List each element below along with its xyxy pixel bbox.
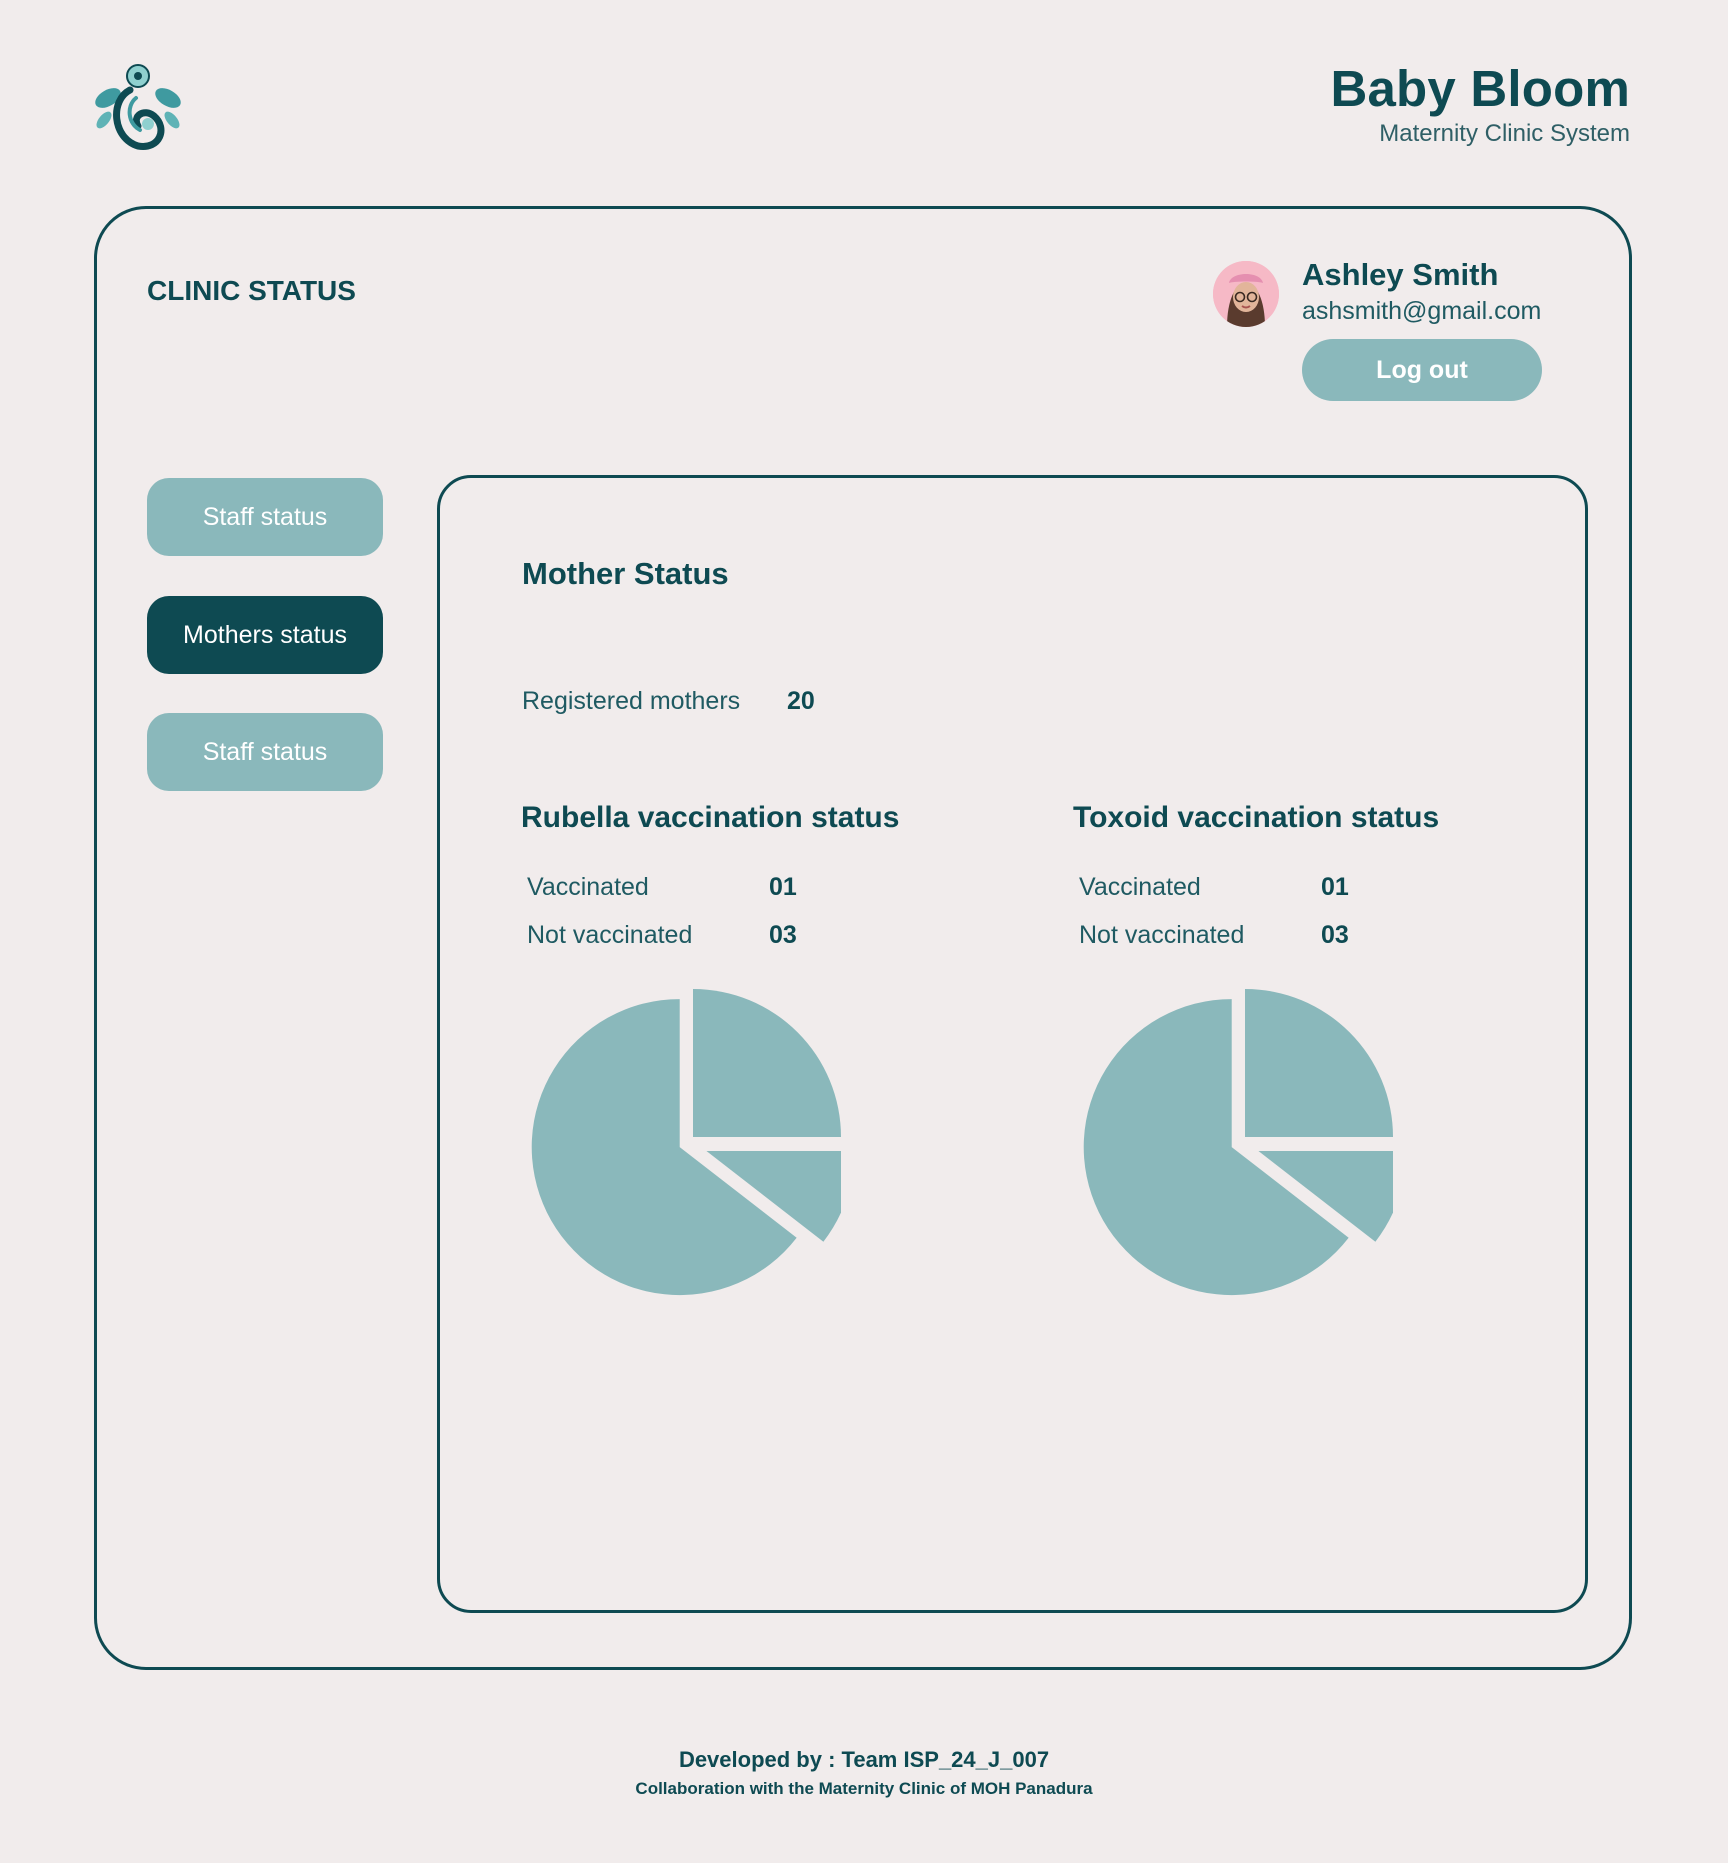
user-name: Ashley Smith bbox=[1302, 257, 1499, 292]
brand bbox=[1330, 60, 1630, 148]
logout-button[interactable]: Log out bbox=[1302, 339, 1542, 401]
user-panel bbox=[1213, 257, 1593, 407]
toxoid-vaccinated-value: 01 bbox=[1321, 873, 1349, 901]
pie-slice bbox=[1245, 989, 1393, 1137]
registered-mothers-value: 20 bbox=[787, 687, 815, 715]
toxoid-vaccinated-label: Vaccinated bbox=[1079, 873, 1201, 901]
rubella-block bbox=[521, 801, 1021, 1321]
page-title: CLINIC STATUS bbox=[147, 275, 356, 306]
toxoid-block bbox=[1073, 801, 1573, 1321]
brand-subtitle: Maternity Clinic System bbox=[1379, 120, 1630, 147]
user-email: ashsmith@gmail.com bbox=[1302, 297, 1542, 325]
footer-collaboration: Collaboration with the Maternity Clinic of MOH Panadura bbox=[635, 1779, 1093, 1798]
main-card bbox=[94, 206, 1632, 1670]
panel-title: Mother Status bbox=[522, 556, 729, 591]
rubella-vaccinated-label: Vaccinated bbox=[527, 873, 649, 901]
avatar-icon bbox=[1213, 261, 1279, 327]
rubella-not-vaccinated-label: Not vaccinated bbox=[527, 921, 693, 949]
sidebar-item-mothers-status[interactable]: Mothers status bbox=[147, 596, 383, 674]
footer-developer: Developed by : Team ISP_24_J_007 bbox=[678, 1747, 1050, 1772]
rubella-title: Rubella vaccination status bbox=[521, 801, 900, 834]
toxoid-not-vaccinated-label: Not vaccinated bbox=[1079, 921, 1245, 949]
rubella-vaccinated-value: 01 bbox=[769, 873, 797, 901]
rubella-pie-chart bbox=[531, 989, 841, 1299]
sidebar-item-staff-status[interactable]: Staff status bbox=[147, 478, 383, 556]
pie-slice bbox=[693, 989, 841, 1137]
toxoid-title: Toxoid vaccination status bbox=[1073, 801, 1440, 834]
sidebar-item-staff-status-2[interactable]: Staff status bbox=[147, 713, 383, 791]
brand-title: Baby Bloom bbox=[1330, 60, 1630, 117]
mother-status-panel bbox=[437, 475, 1588, 1613]
mother-baby-flower-logo-icon bbox=[90, 58, 186, 154]
rubella-not-vaccinated-value: 03 bbox=[769, 921, 797, 949]
toxoid-pie-chart bbox=[1083, 989, 1393, 1299]
registered-mothers-label: Registered mothers bbox=[522, 687, 741, 715]
toxoid-not-vaccinated-value: 03 bbox=[1321, 921, 1349, 949]
